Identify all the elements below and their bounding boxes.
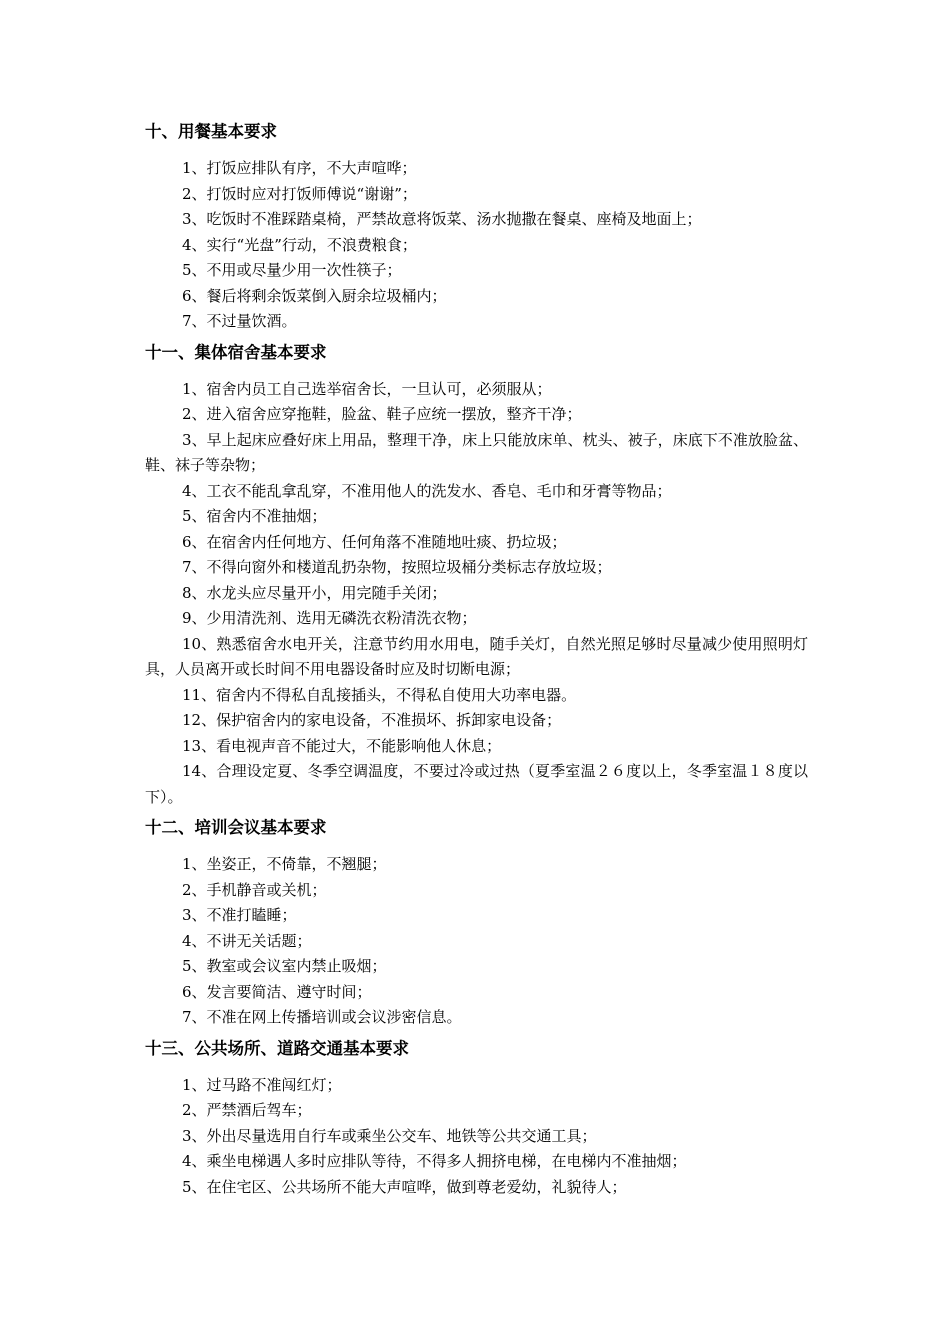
list-item: 13、看电视声音不能过大，不能影响他人休息； [182,736,502,755]
list-item: 6、在宿舍内任何地方、任何角落不准随地吐痰、扔垃圾； [182,532,567,551]
list-item: 3、吃饭时不准踩踏桌椅，严禁故意将饭菜、汤水抛撒在餐桌、座椅及地面上； [182,210,702,228]
list-item: 12、保护宿舍内的家电设备，不准损坏、拆卸家电设备； [182,711,562,729]
list-item: 3、外出尽量选用自行车或乘坐公交车、地铁等公共交通工具； [182,1126,597,1145]
list-item: 1、坐姿正，不倚靠，不翘腿； [182,855,387,873]
list-item: 5、宿舍内不准抽烟； [182,507,327,525]
list-item: 6、发言要简洁、遵守时间； [182,982,372,1001]
list-item: 10、熟悉宿舍水电开关，注意节约用水用电，随手关灯，自然光照足够时尽量减少使用照明灯具，人员离开或长时间不用电器设备时应及时切断电源； [145,634,808,678]
list-item: 3、早上起床应叠好床上用品，整理干净，床上只能放床单、枕头、被子，床底下不准放脸盆、鞋、袜子等杂物； [145,430,808,474]
list-item: 14、合理设定夏、冬季空调温度，不要过冷或过热（夏季室温２６度以上，冬季室温１８度以下）。 [145,762,808,806]
list-item: 8、水龙头应尽量开小，用完随手关闭； [182,583,447,602]
section-heading: 十一、集体宿舍基本要求 [145,342,327,362]
document-page [145,118,808,1204]
list-item: 1、宿舍内员工自己选举宿舍长，一旦认可，必须服从； [182,379,552,398]
list-item: 11、宿舍内不得私自乱接插头，不得私自使用大功率电器。 [182,685,577,704]
section-training [145,814,808,1031]
list-item: 3、不准打瞌睡； [182,906,297,924]
list-item: 4、实行“光盘”行动，不浪费粮食； [182,235,417,254]
list-item: 5、教室或会议室内禁止吸烟； [182,957,387,975]
section-heading: 十三、公共场所、道路交通基本要求 [145,1038,409,1058]
list-item: 1、打饭应排队有序，不大声喧哗； [182,159,417,177]
section-dining [145,118,808,335]
list-item: 4、不讲无关话题； [182,931,312,950]
list-item: 2、严禁酒后驾车； [182,1101,312,1119]
section-dormitory [145,339,808,811]
list-item: 4、乘坐电梯遇人多时应排队等待，不得多人拥挤电梯，在电梯内不准抽烟； [182,1152,687,1170]
list-item: 9、少用清洗剂、选用无磷洗衣粉清洗衣物； [182,609,477,627]
list-item: 6、餐后将剩余饭菜倒入厨余垃圾桶内； [182,286,447,305]
list-item: 1、过马路不准闯红灯； [182,1075,342,1094]
list-item: 5、在住宅区、公共场所不能大声喧哗，做到尊老爱幼，礼貌待人； [182,1177,627,1196]
section-heading: 十、用餐基本要求 [145,122,277,141]
list-item: 2、打饭时应对打饭师傅说“谢谢”； [182,184,417,203]
section-public-traffic [145,1035,808,1201]
list-item: 7、不得向窗外和楼道乱扔杂物，按照垃圾桶分类标志存放垃圾； [182,558,612,576]
list-item: 7、不准在网上传播培训或会议涉密信息。 [182,1008,462,1026]
section-heading: 十二、培训会议基本要求 [145,818,327,837]
list-item: 7、不过量饮酒。 [182,312,297,330]
list-item: 2、手机静音或关机； [182,880,327,899]
list-item: 5、不用或尽量少用一次性筷子； [182,261,402,279]
list-item: 2、进入宿舍应穿拖鞋，脸盆、鞋子应统一摆放，整齐干净； [182,405,582,423]
list-item: 4、工衣不能乱拿乱穿，不准用他人的洗发水、香皂、毛巾和牙膏等物品； [182,481,672,500]
